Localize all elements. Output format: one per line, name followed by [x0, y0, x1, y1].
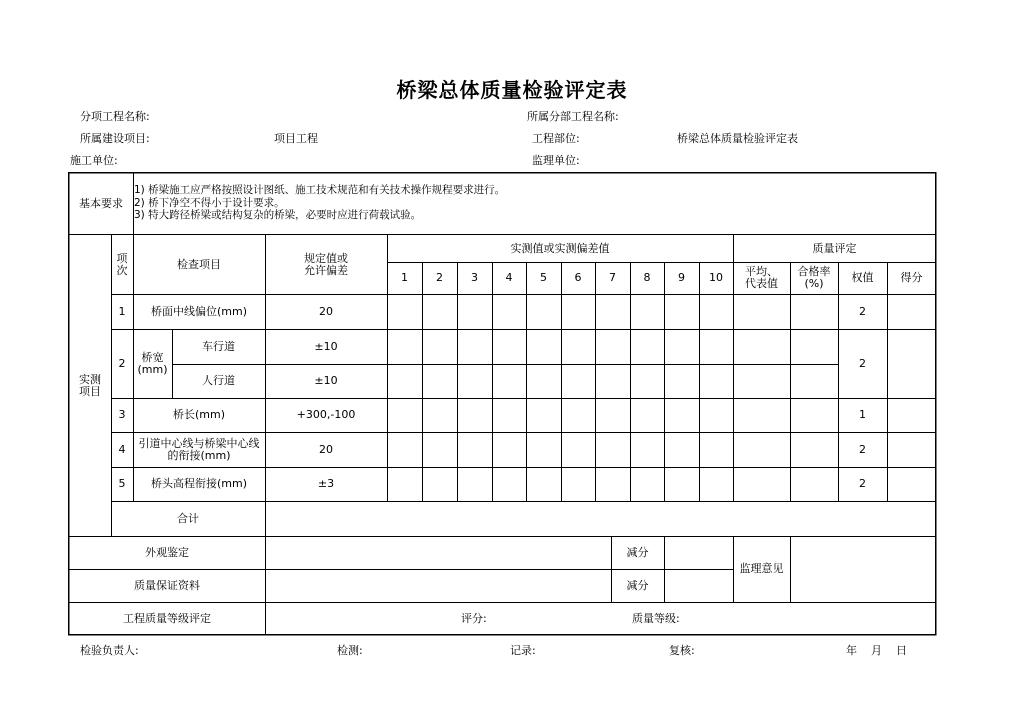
col-8-header: 8	[643, 271, 651, 284]
col-4-header: 4	[505, 271, 513, 284]
date-label: 年 月 日	[846, 644, 907, 657]
grade-label: 质量等级:	[632, 612, 680, 625]
check-label: 检测:	[337, 644, 363, 657]
col-2-header: 2	[436, 271, 443, 284]
col-1-header: 1	[401, 271, 408, 284]
sub-project-label: 分项工程名称:	[80, 110, 150, 123]
row-1-spec: 20	[319, 304, 333, 318]
quality-eval-header: 质量评定	[812, 241, 857, 255]
col-10-header: 10	[709, 271, 723, 284]
avg-header: 平均、代表值	[745, 265, 778, 290]
row-2b-spec: ±10	[314, 374, 338, 387]
row-4-spec: 20	[319, 442, 333, 456]
quality-docs-label: 质量保证资料	[134, 578, 200, 592]
basic-requirements-label: 基本要求	[79, 196, 123, 210]
col-6-header: 6	[574, 271, 582, 284]
seq-header: 项次	[116, 251, 128, 277]
appearance-label: 外观鉴定	[145, 545, 189, 559]
project-part-label: 工程部位:	[532, 132, 580, 145]
record-label: 记录:	[510, 644, 536, 657]
requirement-item: 1) 桥梁施工应严格按照设计图纸、施工技术规范和有关技术操作规程要求进行。	[134, 184, 506, 196]
row-2a-spec: ±10	[314, 339, 338, 353]
measured-values-header: 实测值或实测偏差值	[510, 241, 610, 255]
row-3-item: 桥长(mm)	[172, 408, 225, 421]
row-2-group: 桥宽(mm)	[137, 350, 168, 376]
requirement-item: 3) 特大跨径桥梁或结构复杂的桥梁，必要时应进行荷载试验。	[134, 209, 422, 221]
col-9-header: 9	[678, 271, 685, 284]
row-3-seq: 3	[118, 408, 126, 421]
row-4-item: 引道中心线与桥梁中心线的衔接(mm)	[138, 436, 260, 462]
row-1-weight: 2	[859, 304, 866, 318]
construction-project-label: 所属建设项目:	[80, 132, 150, 145]
col-3-header: 3	[471, 271, 478, 284]
col-5-header: 5	[540, 271, 547, 284]
supervisor-label: 监理单位:	[532, 154, 580, 167]
basic-requirements-list	[134, 184, 505, 222]
row-1-seq: 1	[118, 304, 126, 318]
construction-project-value: 项目工程	[274, 132, 318, 145]
review-label: 复核:	[669, 644, 695, 657]
total-label: 合计	[177, 511, 199, 525]
quality-docs-deduct-label: 减分	[626, 578, 649, 592]
contractor-label: 施工单位:	[70, 154, 118, 167]
score-label: 评分:	[461, 612, 487, 625]
spec-value-header: 规定值或允许偏差	[304, 251, 348, 277]
measured-items-label: 实测项目	[79, 372, 101, 398]
requirement-item: 2) 桥下净空不得小于设计要求。	[134, 196, 285, 209]
project-part-value: 桥梁总体质量检验评定表	[677, 132, 798, 145]
inspector-label: 检验负责人:	[80, 644, 139, 657]
row-5-seq: 5	[118, 477, 126, 490]
row-2b-item: 人行道	[202, 374, 235, 387]
score-header: 得分	[900, 271, 923, 284]
parent-project-label: 所属分部工程名称:	[527, 110, 619, 123]
row-5-spec: ±3	[317, 477, 335, 490]
row-2a-item: 车行道	[202, 339, 235, 353]
row-2-seq: 2	[118, 356, 126, 370]
row-1-item: 桥面中线偏位(mm)	[150, 304, 247, 318]
check-item-header: 检查项目	[177, 257, 221, 271]
grade-eval-label: 工程质量等级评定	[123, 611, 211, 625]
pass-rate-header: 合格率(%)	[797, 265, 831, 290]
weight-header: 权值	[851, 271, 874, 284]
appearance-deduct-label: 减分	[626, 545, 649, 559]
row-4-weight: 2	[859, 442, 866, 456]
row-5-item: 桥头高程衔接(mm)	[150, 477, 247, 490]
row-5-weight: 2	[859, 477, 866, 490]
row-2-weight: 2	[859, 356, 866, 370]
row-3-spec: +300,-100	[296, 408, 356, 421]
col-7-header: 7	[609, 271, 616, 284]
row-3-weight: 1	[859, 408, 866, 421]
page-title: 桥梁总体质量检验评定表	[396, 78, 628, 102]
supervisor-opinion-label: 监理意见	[739, 562, 784, 575]
row-4-seq: 4	[118, 442, 126, 456]
